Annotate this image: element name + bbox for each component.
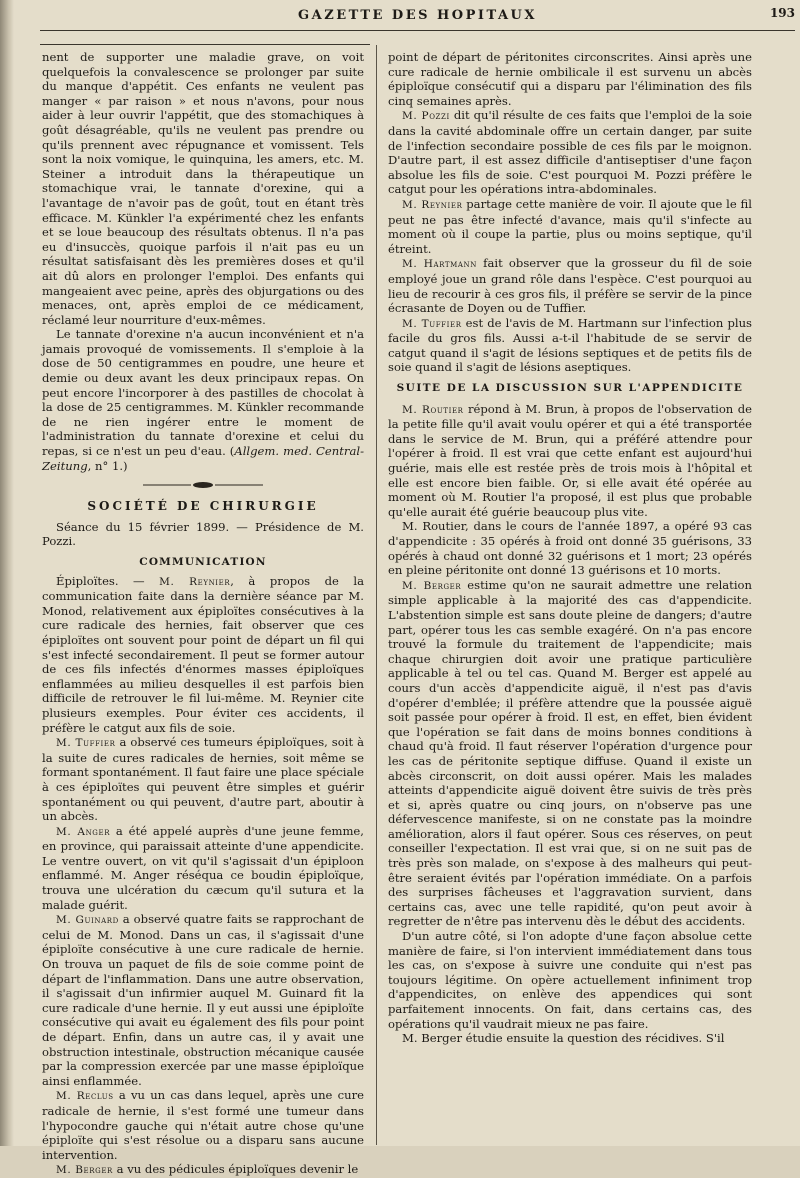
paragraph: [388, 256, 752, 315]
speaker-name: M. Reynier: [402, 198, 463, 211]
paragraph-text: a vu un cas dans lequel, après une cure radicale de hernie, il s'est formé une tumeur dans l'hypocondre gauche qui n'était autre chose qu'une épiploïte qui s'est résolue ou a disparu sans aucune intervention.: [42, 1088, 364, 1162]
paragraph-text: M. Routier, dans le cours de l'année 1897, a opéré 93 cas d'appendicite : 35 opérés à froid ont donné 35 guérisons, 33 opérés à chaud ont donné 32 guérisons et 1 mort; 23 opérés en pleine péritonite ont donné 13 guérisons et 10 morts.: [388, 519, 752, 578]
speaker-name: M. Reclus: [56, 1090, 114, 1103]
paragraph: [388, 50, 752, 108]
ornament-divider: [143, 481, 263, 489]
speaker-name: M. Pozzi: [402, 110, 450, 123]
right-column: [388, 50, 752, 1142]
section-title: SOCIÉTÉ DE CHIRURGIE: [87, 499, 319, 514]
paragraph: [42, 735, 364, 824]
citation: Allgem. med. Central-Zeitung: [42, 444, 364, 473]
page-number: 193: [769, 6, 795, 20]
paragraph-text: partage cette manière de voir. Il ajoute que le fil peut ne pas être infecté d'avance, mais qu'il s'infecte au moment où il coupe la partie, plus ou moins septique, qu'il étreint.: [388, 196, 752, 256]
paragraph: [388, 197, 752, 256]
paragraph-text: répond à M. Brun, à propos de l'observation de la petite fille qu'il avait voulu opérer et qui a été transportée dans le service de M. Brun, qui a préféré attendre pour l'opérer à froid. Il est vrai que cette enfant est aujourd'hui guérie, mais elle est restée près de trois mois à l'hôpital et elle est encore bien faible. Or, si elle avait été opérée au moment où M. Routier l'a proposé, il est plus que probable qu'elle aurait été guérie beaucoup plus vite.: [388, 401, 752, 519]
paragraph: [42, 824, 364, 913]
paragraph-text: fait observer que la grosseur du fil de soie employé joue un grand rôle dans l'espèce. C'est pourquoi au lieu de recourir à ces gros fils, il préfère se servir de la pince écrasante de Doyen ou de Tuffier.: [388, 256, 753, 316]
paragraph-text: dit qu'il résulte de ces faits que l'emploi de la soie dans la cavité abdominale offre un certain danger, par suite de l'infection secondaire possible de ces fils par le moignon. D'autre part, il est assez difficile d'antiseptiser d'une façon absolue les fils de soie. C'est pourquoi M. Pozzi préfère le catgut pour les opérations intra-abdominales.: [388, 108, 752, 197]
paragraph-text: M. Berger étudie ensuite la question des récidives. S'il: [402, 1031, 725, 1046]
paragraph: [42, 912, 364, 1088]
paragraph: [42, 1162, 364, 1178]
paragraph: [388, 108, 752, 197]
speaker-name: M. Tuffier: [56, 737, 116, 750]
left-column: [42, 50, 364, 1177]
paragraph-text: point de départ de péritonites circonscrites. Ainsi après une cure radicale de hernie ombilicale il est survenu un abcès épiploïque consécutif qui a disparu par l'élimination des fils cinq semaines après.: [388, 50, 752, 108]
speaker-name: M. Berger: [402, 579, 462, 592]
paragraph: [42, 574, 364, 736]
paragraph-text: a été appelé auprès d'une jeune femme, en province, qui paraissait atteinte d'une appendicite. Le ventre ouvert, on vit qu'il s'agissait d'un épiploon enflammé. M. Anger réséqua ce boudin épiploïque, trouva une ulcération du cæcum qu'il sutura et la malade guérit.: [42, 823, 364, 912]
session-line: Séance du 15 février 1899. — Présidence de M. Pozzi.: [42, 519, 364, 549]
page-spine-shadow: [0, 0, 14, 1146]
speaker-name: M. Reynier: [159, 575, 231, 588]
paragraph-text: nent de supporter une maladie grave, on voit quelquefois la convalescence se prolonger par suite du manque d'appétit. Ces enfants ne veulent pas manger « par raison » et nous n'avons, pour nous aider à leur ouvrir l'appétit, que des stomachiques à goût désagréable, qu'ils ne veulent pas prendre ou qu'ils prennent avec répugnance et vomissent. Tels sont la noix vomique, le quinquina, les amers, etc. M. Steiner a introduit dans la thérapeutique un stomachique vrai, le tannate d'orexine, qui a l'avantage de n'avoir pas de goût, tout en étant très efficace. M. Künkler l'a expérimenté chez les enfants et se loue beaucoup des résultats obtenus. Il n'a pas eu d'insuccès, quoique parfois il n'ait pas eu un résultat satisfaisant dès les premières doses et qu'il ait dû alors en prolonger l'emploi. Des enfants qui mangeaient avec peine, après des objurgations ou des menaces, ont, après emploi de ce médicament, réclamé leur nourriture d'eux-mêmes.: [42, 50, 364, 327]
paragraph: [388, 402, 752, 520]
column-divider: [376, 45, 377, 1145]
paragraph-text: a vu des pédicules épiploïques devenir le: [112, 1162, 359, 1177]
paragraph: [388, 578, 752, 929]
speaker-name: M. Routier: [402, 403, 464, 416]
speaker-name: M. Berger: [56, 1164, 113, 1177]
paragraph-text: est de l'avis de M. Hartmann sur l'infection plus facile du gros fils. Aussi a-t-il l'habitude de se servir de catgut quand il s'agit de lésions septiques et de petits fils de soie quand il s'agit de lésions aseptiques.: [388, 315, 752, 375]
journal-title: GAZETTE DES HOPITAUX: [298, 8, 537, 23]
page-header: [40, 0, 795, 30]
paragraph-text: a observé quatre faits se rapprochant de celui de M. Monod. Dans un cas, il s'agissait d'une épiploïte consécutive à une cure radicale de hernie. On trouva un paquet de fils de soie comme point de départ de l'inflammation. Dans une autre observation, il s'agissait d'un infirmier auquel M. Guinard fit la cure radicale d'une hernie. Il y eut aussi une épiploïte consécutive qui avait eu également des fils pour point de départ. Enfin, dans un autre cas, il y avait une obstruction intestinale, obstruction mécanique causée par la compression exercée par une masse épiploïque ainsi enflammée.: [42, 912, 364, 1088]
paragraph-lead: Épiploïtes. —: [56, 573, 145, 588]
paragraph: [42, 50, 364, 327]
paragraph: [42, 327, 364, 473]
speaker-name: M. Anger: [56, 825, 111, 838]
subsection-title: COMMUNICATION: [139, 556, 267, 568]
header-rule: [40, 30, 795, 31]
header-rule-secondary: [40, 44, 370, 45]
subsection-title: SUITE DE LA DISCUSSION SUR L'APPENDICITE: [396, 382, 744, 395]
paragraph: [388, 929, 752, 1031]
paragraph-text: D'un autre côté, si l'on adopte d'une façon absolue cette manière de faire, si l'on intervient immédiatement dans tous les cas, on s'expose à suivre une conduite qui n'est pas toujours légitime. On opère actuellement infiniment trop d'appendicites, on enlève des appendices qui sont parfaitement innocents. On fait, dans certains cas, des opérations qu'il vaudrait mieux ne pas faire.: [388, 929, 752, 1031]
speaker-name: M. Tuffier: [402, 317, 462, 330]
paragraph: [388, 316, 752, 375]
speaker-name: M. Guinard: [56, 914, 119, 927]
paragraph: [388, 519, 752, 577]
paragraph-text: Le tannate d'orexine n'a aucun inconvénient et n'a jamais provoqué de vomissements. Il s'emploie à la dose de 50 centigrammes en poudre, une heure et demie ou deux avant les deux principaux repas. On peut encore l'incorporer à des pastilles de chocolat à la dose de 25 centigrammes. M. Künkler recommande de ne rien ingérer entre le moment de l'administration du tannate d'orexine et celui du repas, si ce n'est un peu d'eau. (: [42, 327, 364, 459]
paragraph-text: estime qu'on ne saurait admettre une relation simple applicable à la majorité des cas d'appendicite. L'abstention simple est sans doute pleine de dangers; d'autre part, opérer tous les cas semble exagéré. On n'a pas encore trouvé la formule du traitement de l'appendicite; mais chaque chirurgien doit avoir une pratique particulière applicable à tel ou tel cas. Quand M. Berger est appelé au cours d'un accès d'appendicite aiguë, il n'est pas d'avis d'opérer d'emblée; il préfère attendre que la poussée aiguë soit passée pour opérer à froid. Il est, en effet, bien évident que l'opération se fait dans de moins bonnes conditions à chaud qu'à froid. Il faut réserver l'opération d'urgence pour les cas de péritonite septique diffuse. Quand il existe un abcès circonscrit, on doit aussi opérer. Mais les malades atteints d'appendicite aiguë doivent être suivis de très près et si, après quatre ou cinq jours, on n'observe pas une défervescence manifeste, si on ne constate pas la moindre amélioration, alors il faut opérer. Sous ces réserves, on peut conseiller l'expectation. Il est vrai que, si on ne suit pas de très près son malade, on s'expose à des malheurs qui peut-être seraient évités par l'opération immédiate. On a parfois des surprises fâcheuses et l'aggravation survient, dans certains cas, avec une telle rapidité, qu'on peut avoir à regretter de n'être pas intervenu dès le début des accidents.: [388, 577, 753, 929]
paragraph-text: a observé ces tumeurs épiploïques, soit à la suite de cures radicales de hernies, soit même se formant spontanément. Il faut faire une place spéciale à ces épiploïtes qui peuvent être simples et guérir spontanément ou qui peuvent, d'autre part, aboutir à un abcès.: [42, 735, 364, 824]
citation-end: , n° 1.): [87, 458, 128, 473]
paragraph-text: , à propos de la communication faite dans la dernière séance par M. Monod, relativement aux épiploïtes consécutives à la cure radicale des hernies, fait observer que ces épiploïtes ont souvent pour point de départ un fil qui s'est infecté secondairement. Il peut se former autour de ces fils infectés d'énormes masses épiploïques enflammées au milieu desquelles il est parfois bien difficile de retrouver le fil lui-même. M. Reynier cite plusieurs exemples. Pour éviter ces accidents, il préfère le catgut aux fils de soie.: [42, 573, 364, 735]
paragraph: [388, 1031, 752, 1046]
paragraph: [42, 1088, 364, 1162]
speaker-name: M. Hartmann: [402, 258, 478, 271]
